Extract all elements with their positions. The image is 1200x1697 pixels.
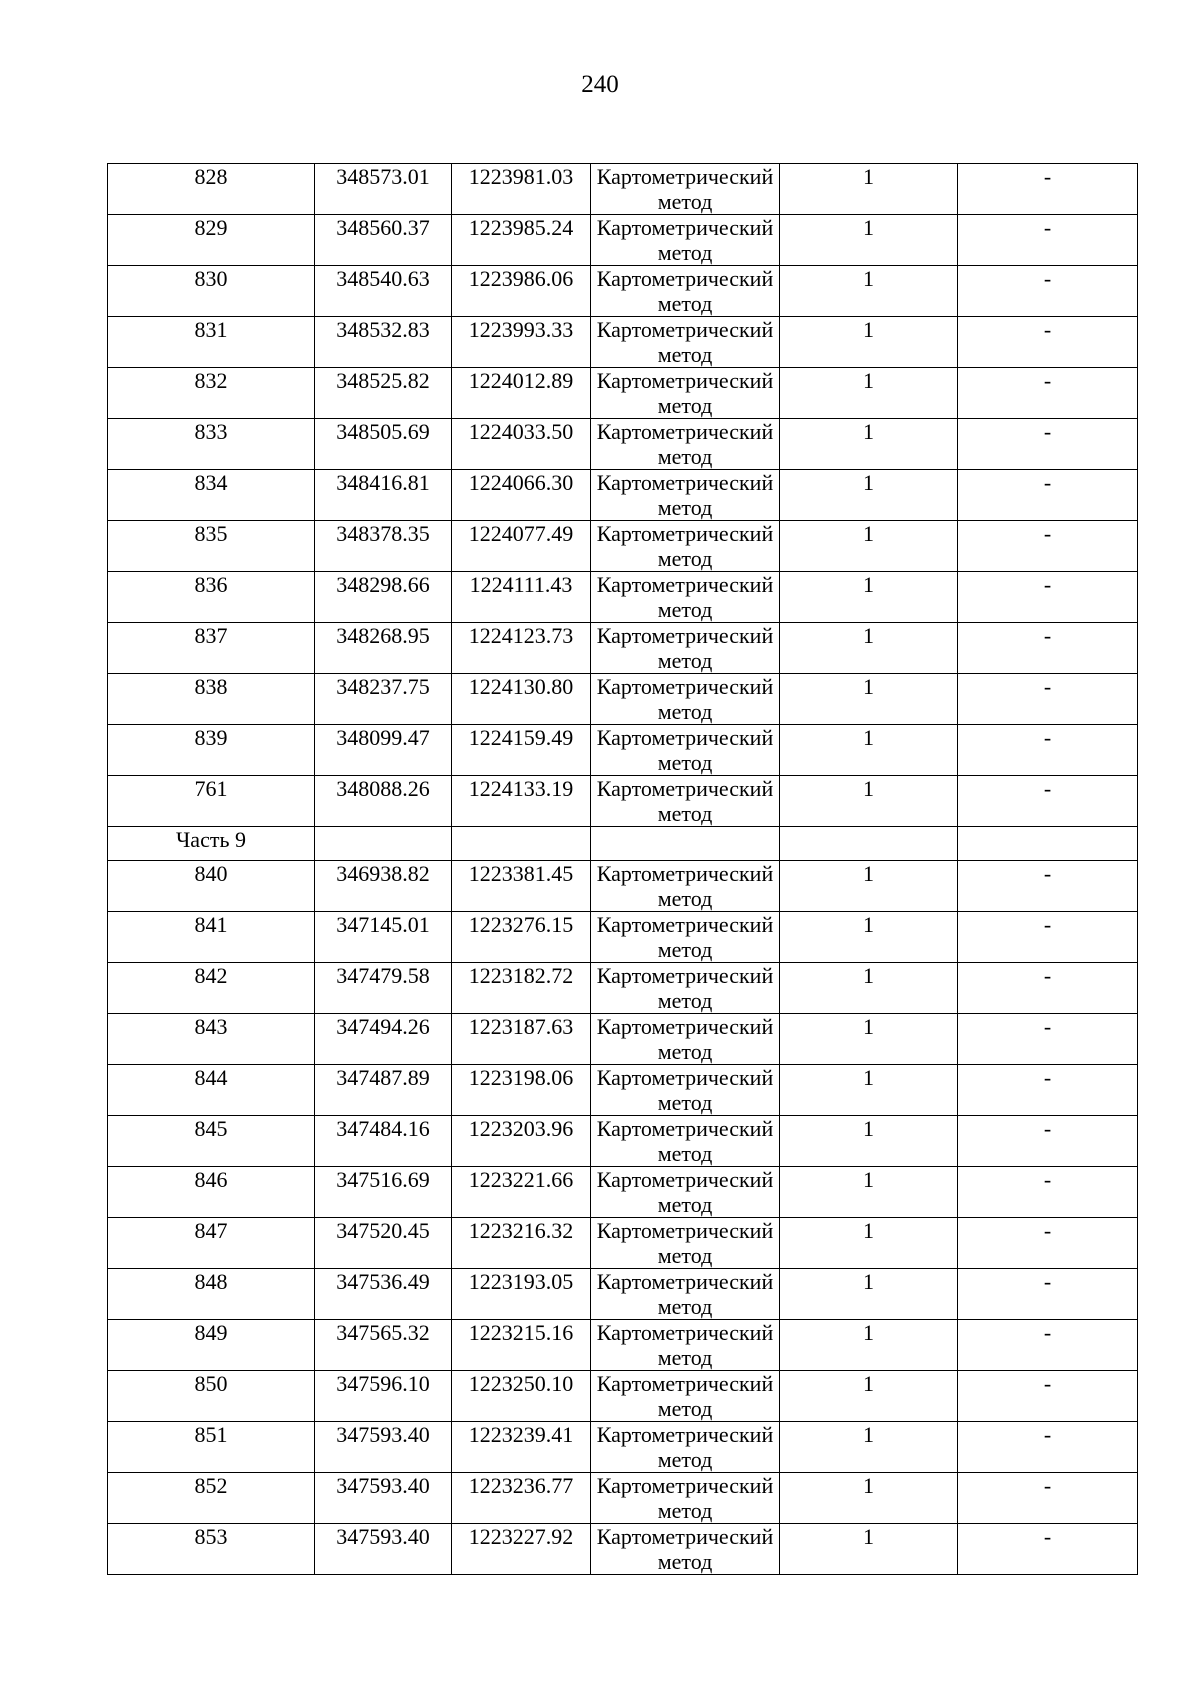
method-cell: Картометрический метод bbox=[591, 1269, 780, 1320]
method-cell: Картометрический метод bbox=[591, 1371, 780, 1422]
table-row bbox=[108, 674, 1138, 725]
y-coordinate-cell: 1223227.92 bbox=[452, 1524, 591, 1575]
x-coordinate-cell: 347479.58 bbox=[315, 963, 452, 1014]
table-row bbox=[108, 1320, 1138, 1371]
point-number-cell: 851 bbox=[108, 1422, 315, 1473]
table-body bbox=[108, 164, 1138, 1575]
table-row bbox=[108, 1371, 1138, 1422]
point-number-cell: 847 bbox=[108, 1218, 315, 1269]
method-cell: Картометрический метод bbox=[591, 1116, 780, 1167]
x-coordinate-cell: 347565.32 bbox=[315, 1320, 452, 1371]
point-number-cell: 844 bbox=[108, 1065, 315, 1116]
x-coordinate-cell: 347484.16 bbox=[315, 1116, 452, 1167]
accuracy-cell: 1 bbox=[780, 1473, 958, 1524]
table-row bbox=[108, 521, 1138, 572]
x-coordinate-cell: 348298.66 bbox=[315, 572, 452, 623]
table-row bbox=[108, 1422, 1138, 1473]
method-cell: Картометрический метод bbox=[591, 1422, 780, 1473]
description-cell: - bbox=[958, 470, 1138, 521]
x-coordinate-cell: 347487.89 bbox=[315, 1065, 452, 1116]
method-cell: Картометрический метод bbox=[591, 215, 780, 266]
point-number-cell: 840 bbox=[108, 861, 315, 912]
table-row bbox=[108, 963, 1138, 1014]
description-cell: - bbox=[958, 725, 1138, 776]
point-number-cell: 852 bbox=[108, 1473, 315, 1524]
point-number-cell: 830 bbox=[108, 266, 315, 317]
x-coordinate-cell: 348416.81 bbox=[315, 470, 452, 521]
method-cell: Картометрический метод bbox=[591, 1473, 780, 1524]
table-row bbox=[108, 1473, 1138, 1524]
accuracy-cell: 1 bbox=[780, 674, 958, 725]
x-coordinate-cell: 347145.01 bbox=[315, 912, 452, 963]
y-coordinate-cell: 1224133.19 bbox=[452, 776, 591, 827]
accuracy-cell: 1 bbox=[780, 725, 958, 776]
point-number-cell: 834 bbox=[108, 470, 315, 521]
point-number-cell: 848 bbox=[108, 1269, 315, 1320]
x-coordinate-cell: 348237.75 bbox=[315, 674, 452, 725]
description-cell: - bbox=[958, 215, 1138, 266]
empty-cell bbox=[958, 827, 1138, 861]
description-cell: - bbox=[958, 623, 1138, 674]
description-cell: - bbox=[958, 164, 1138, 215]
table-row bbox=[108, 861, 1138, 912]
method-cell: Картометрический метод bbox=[591, 317, 780, 368]
y-coordinate-cell: 1224033.50 bbox=[452, 419, 591, 470]
accuracy-cell: 1 bbox=[780, 1167, 958, 1218]
description-cell: - bbox=[958, 674, 1138, 725]
method-cell: Картометрический метод bbox=[591, 776, 780, 827]
x-coordinate-cell: 347494.26 bbox=[315, 1014, 452, 1065]
point-number-cell: 843 bbox=[108, 1014, 315, 1065]
description-cell: - bbox=[958, 776, 1138, 827]
accuracy-cell: 1 bbox=[780, 1320, 958, 1371]
y-coordinate-cell: 1224111.43 bbox=[452, 572, 591, 623]
description-cell: - bbox=[958, 1269, 1138, 1320]
table-row bbox=[108, 1065, 1138, 1116]
description-cell: - bbox=[958, 861, 1138, 912]
section-label: Часть 9 bbox=[108, 827, 315, 861]
accuracy-cell: 1 bbox=[780, 266, 958, 317]
y-coordinate-cell: 1223216.32 bbox=[452, 1218, 591, 1269]
accuracy-cell: 1 bbox=[780, 1014, 958, 1065]
x-coordinate-cell: 348505.69 bbox=[315, 419, 452, 470]
y-coordinate-cell: 1224066.30 bbox=[452, 470, 591, 521]
point-number-cell: 837 bbox=[108, 623, 315, 674]
accuracy-cell: 1 bbox=[780, 368, 958, 419]
description-cell: - bbox=[958, 1524, 1138, 1575]
table-row bbox=[108, 572, 1138, 623]
method-cell: Картометрический метод bbox=[591, 1014, 780, 1065]
y-coordinate-cell: 1223981.03 bbox=[452, 164, 591, 215]
table-row bbox=[108, 1218, 1138, 1269]
point-number-cell: 839 bbox=[108, 725, 315, 776]
description-cell: - bbox=[958, 1167, 1138, 1218]
x-coordinate-cell: 348525.82 bbox=[315, 368, 452, 419]
description-cell: - bbox=[958, 1218, 1138, 1269]
x-coordinate-cell: 348099.47 bbox=[315, 725, 452, 776]
point-number-cell: 831 bbox=[108, 317, 315, 368]
y-coordinate-cell: 1223250.10 bbox=[452, 1371, 591, 1422]
description-cell: - bbox=[958, 317, 1138, 368]
table-row bbox=[108, 725, 1138, 776]
method-cell: Картометрический метод bbox=[591, 725, 780, 776]
x-coordinate-cell: 348573.01 bbox=[315, 164, 452, 215]
y-coordinate-cell: 1223182.72 bbox=[452, 963, 591, 1014]
method-cell: Картометрический метод bbox=[591, 419, 780, 470]
accuracy-cell: 1 bbox=[780, 164, 958, 215]
table-row bbox=[108, 317, 1138, 368]
method-cell: Картометрический метод bbox=[591, 164, 780, 215]
y-coordinate-cell: 1224130.80 bbox=[452, 674, 591, 725]
y-coordinate-cell: 1223187.63 bbox=[452, 1014, 591, 1065]
accuracy-cell: 1 bbox=[780, 521, 958, 572]
description-cell: - bbox=[958, 1014, 1138, 1065]
x-coordinate-cell: 348540.63 bbox=[315, 266, 452, 317]
table-row bbox=[108, 1524, 1138, 1575]
description-cell: - bbox=[958, 1116, 1138, 1167]
description-cell: - bbox=[958, 1473, 1138, 1524]
accuracy-cell: 1 bbox=[780, 623, 958, 674]
accuracy-cell: 1 bbox=[780, 1371, 958, 1422]
coordinates-table bbox=[107, 163, 1138, 1575]
empty-cell bbox=[780, 827, 958, 861]
point-number-cell: 842 bbox=[108, 963, 315, 1014]
accuracy-cell: 1 bbox=[780, 1269, 958, 1320]
method-cell: Картометрический метод bbox=[591, 470, 780, 521]
x-coordinate-cell: 347596.10 bbox=[315, 1371, 452, 1422]
description-cell: - bbox=[958, 912, 1138, 963]
accuracy-cell: 1 bbox=[780, 1218, 958, 1269]
x-coordinate-cell: 347593.40 bbox=[315, 1524, 452, 1575]
description-cell: - bbox=[958, 963, 1138, 1014]
method-cell: Картометрический метод bbox=[591, 674, 780, 725]
description-cell: - bbox=[958, 1371, 1138, 1422]
description-cell: - bbox=[958, 1320, 1138, 1371]
x-coordinate-cell: 348268.95 bbox=[315, 623, 452, 674]
method-cell: Картометрический метод bbox=[591, 1218, 780, 1269]
x-coordinate-cell: 347536.49 bbox=[315, 1269, 452, 1320]
x-coordinate-cell: 347516.69 bbox=[315, 1167, 452, 1218]
method-cell: Картометрический метод bbox=[591, 963, 780, 1014]
x-coordinate-cell: 347593.40 bbox=[315, 1473, 452, 1524]
y-coordinate-cell: 1224077.49 bbox=[452, 521, 591, 572]
table-row bbox=[108, 1014, 1138, 1065]
y-coordinate-cell: 1224159.49 bbox=[452, 725, 591, 776]
y-coordinate-cell: 1224123.73 bbox=[452, 623, 591, 674]
y-coordinate-cell: 1223193.05 bbox=[452, 1269, 591, 1320]
description-cell: - bbox=[958, 521, 1138, 572]
y-coordinate-cell: 1223203.96 bbox=[452, 1116, 591, 1167]
description-cell: - bbox=[958, 572, 1138, 623]
accuracy-cell: 1 bbox=[780, 861, 958, 912]
x-coordinate-cell: 348532.83 bbox=[315, 317, 452, 368]
x-coordinate-cell: 346938.82 bbox=[315, 861, 452, 912]
x-coordinate-cell: 348560.37 bbox=[315, 215, 452, 266]
page-number: 240 bbox=[581, 71, 619, 98]
method-cell: Картометрический метод bbox=[591, 368, 780, 419]
point-number-cell: 828 bbox=[108, 164, 315, 215]
method-cell: Картометрический метод bbox=[591, 266, 780, 317]
empty-cell bbox=[315, 827, 452, 861]
accuracy-cell: 1 bbox=[780, 317, 958, 368]
point-number-cell: 833 bbox=[108, 419, 315, 470]
method-cell: Картометрический метод bbox=[591, 861, 780, 912]
table-row bbox=[108, 1167, 1138, 1218]
description-cell: - bbox=[958, 1422, 1138, 1473]
accuracy-cell: 1 bbox=[780, 1116, 958, 1167]
table-row bbox=[108, 215, 1138, 266]
point-number-cell: 853 bbox=[108, 1524, 315, 1575]
x-coordinate-cell: 348088.26 bbox=[315, 776, 452, 827]
y-coordinate-cell: 1223993.33 bbox=[452, 317, 591, 368]
description-cell: - bbox=[958, 266, 1138, 317]
point-number-cell: 836 bbox=[108, 572, 315, 623]
y-coordinate-cell: 1223985.24 bbox=[452, 215, 591, 266]
point-number-cell: 835 bbox=[108, 521, 315, 572]
table-row bbox=[108, 164, 1138, 215]
accuracy-cell: 1 bbox=[780, 776, 958, 827]
point-number-cell: 841 bbox=[108, 912, 315, 963]
accuracy-cell: 1 bbox=[780, 215, 958, 266]
table-row bbox=[108, 419, 1138, 470]
point-number-cell: 846 bbox=[108, 1167, 315, 1218]
table-row bbox=[108, 1269, 1138, 1320]
accuracy-cell: 1 bbox=[780, 1422, 958, 1473]
x-coordinate-cell: 347593.40 bbox=[315, 1422, 452, 1473]
method-cell: Картометрический метод bbox=[591, 1320, 780, 1371]
point-number-cell: 838 bbox=[108, 674, 315, 725]
table-row bbox=[108, 776, 1138, 827]
description-cell: - bbox=[958, 368, 1138, 419]
method-cell: Картометрический метод bbox=[591, 912, 780, 963]
method-cell: Картометрический метод bbox=[591, 623, 780, 674]
accuracy-cell: 1 bbox=[780, 963, 958, 1014]
accuracy-cell: 1 bbox=[780, 470, 958, 521]
table-row bbox=[108, 368, 1138, 419]
y-coordinate-cell: 1223986.06 bbox=[452, 266, 591, 317]
accuracy-cell: 1 bbox=[780, 1524, 958, 1575]
point-number-cell: 761 bbox=[108, 776, 315, 827]
accuracy-cell: 1 bbox=[780, 1065, 958, 1116]
y-coordinate-cell: 1223381.45 bbox=[452, 861, 591, 912]
y-coordinate-cell: 1223236.77 bbox=[452, 1473, 591, 1524]
description-cell: - bbox=[958, 419, 1138, 470]
method-cell: Картометрический метод bbox=[591, 1167, 780, 1218]
table-row bbox=[108, 623, 1138, 674]
y-coordinate-cell: 1223198.06 bbox=[452, 1065, 591, 1116]
method-cell: Картометрический метод bbox=[591, 1524, 780, 1575]
y-coordinate-cell: 1223276.15 bbox=[452, 912, 591, 963]
empty-cell bbox=[591, 827, 780, 861]
method-cell: Картометрический метод bbox=[591, 1065, 780, 1116]
accuracy-cell: 1 bbox=[780, 912, 958, 963]
table-row bbox=[108, 470, 1138, 521]
accuracy-cell: 1 bbox=[780, 572, 958, 623]
point-number-cell: 832 bbox=[108, 368, 315, 419]
empty-cell bbox=[452, 827, 591, 861]
point-number-cell: 849 bbox=[108, 1320, 315, 1371]
point-number-cell: 829 bbox=[108, 215, 315, 266]
accuracy-cell: 1 bbox=[780, 419, 958, 470]
description-cell: - bbox=[958, 1065, 1138, 1116]
method-cell: Картометрический метод bbox=[591, 521, 780, 572]
x-coordinate-cell: 347520.45 bbox=[315, 1218, 452, 1269]
x-coordinate-cell: 348378.35 bbox=[315, 521, 452, 572]
table-row bbox=[108, 1116, 1138, 1167]
point-number-cell: 850 bbox=[108, 1371, 315, 1422]
y-coordinate-cell: 1223221.66 bbox=[452, 1167, 591, 1218]
table-row bbox=[108, 912, 1138, 963]
table-row bbox=[108, 266, 1138, 317]
method-cell: Картометрический метод bbox=[591, 572, 780, 623]
section-row bbox=[108, 827, 1138, 861]
y-coordinate-cell: 1223215.16 bbox=[452, 1320, 591, 1371]
y-coordinate-cell: 1224012.89 bbox=[452, 368, 591, 419]
point-number-cell: 845 bbox=[108, 1116, 315, 1167]
y-coordinate-cell: 1223239.41 bbox=[452, 1422, 591, 1473]
